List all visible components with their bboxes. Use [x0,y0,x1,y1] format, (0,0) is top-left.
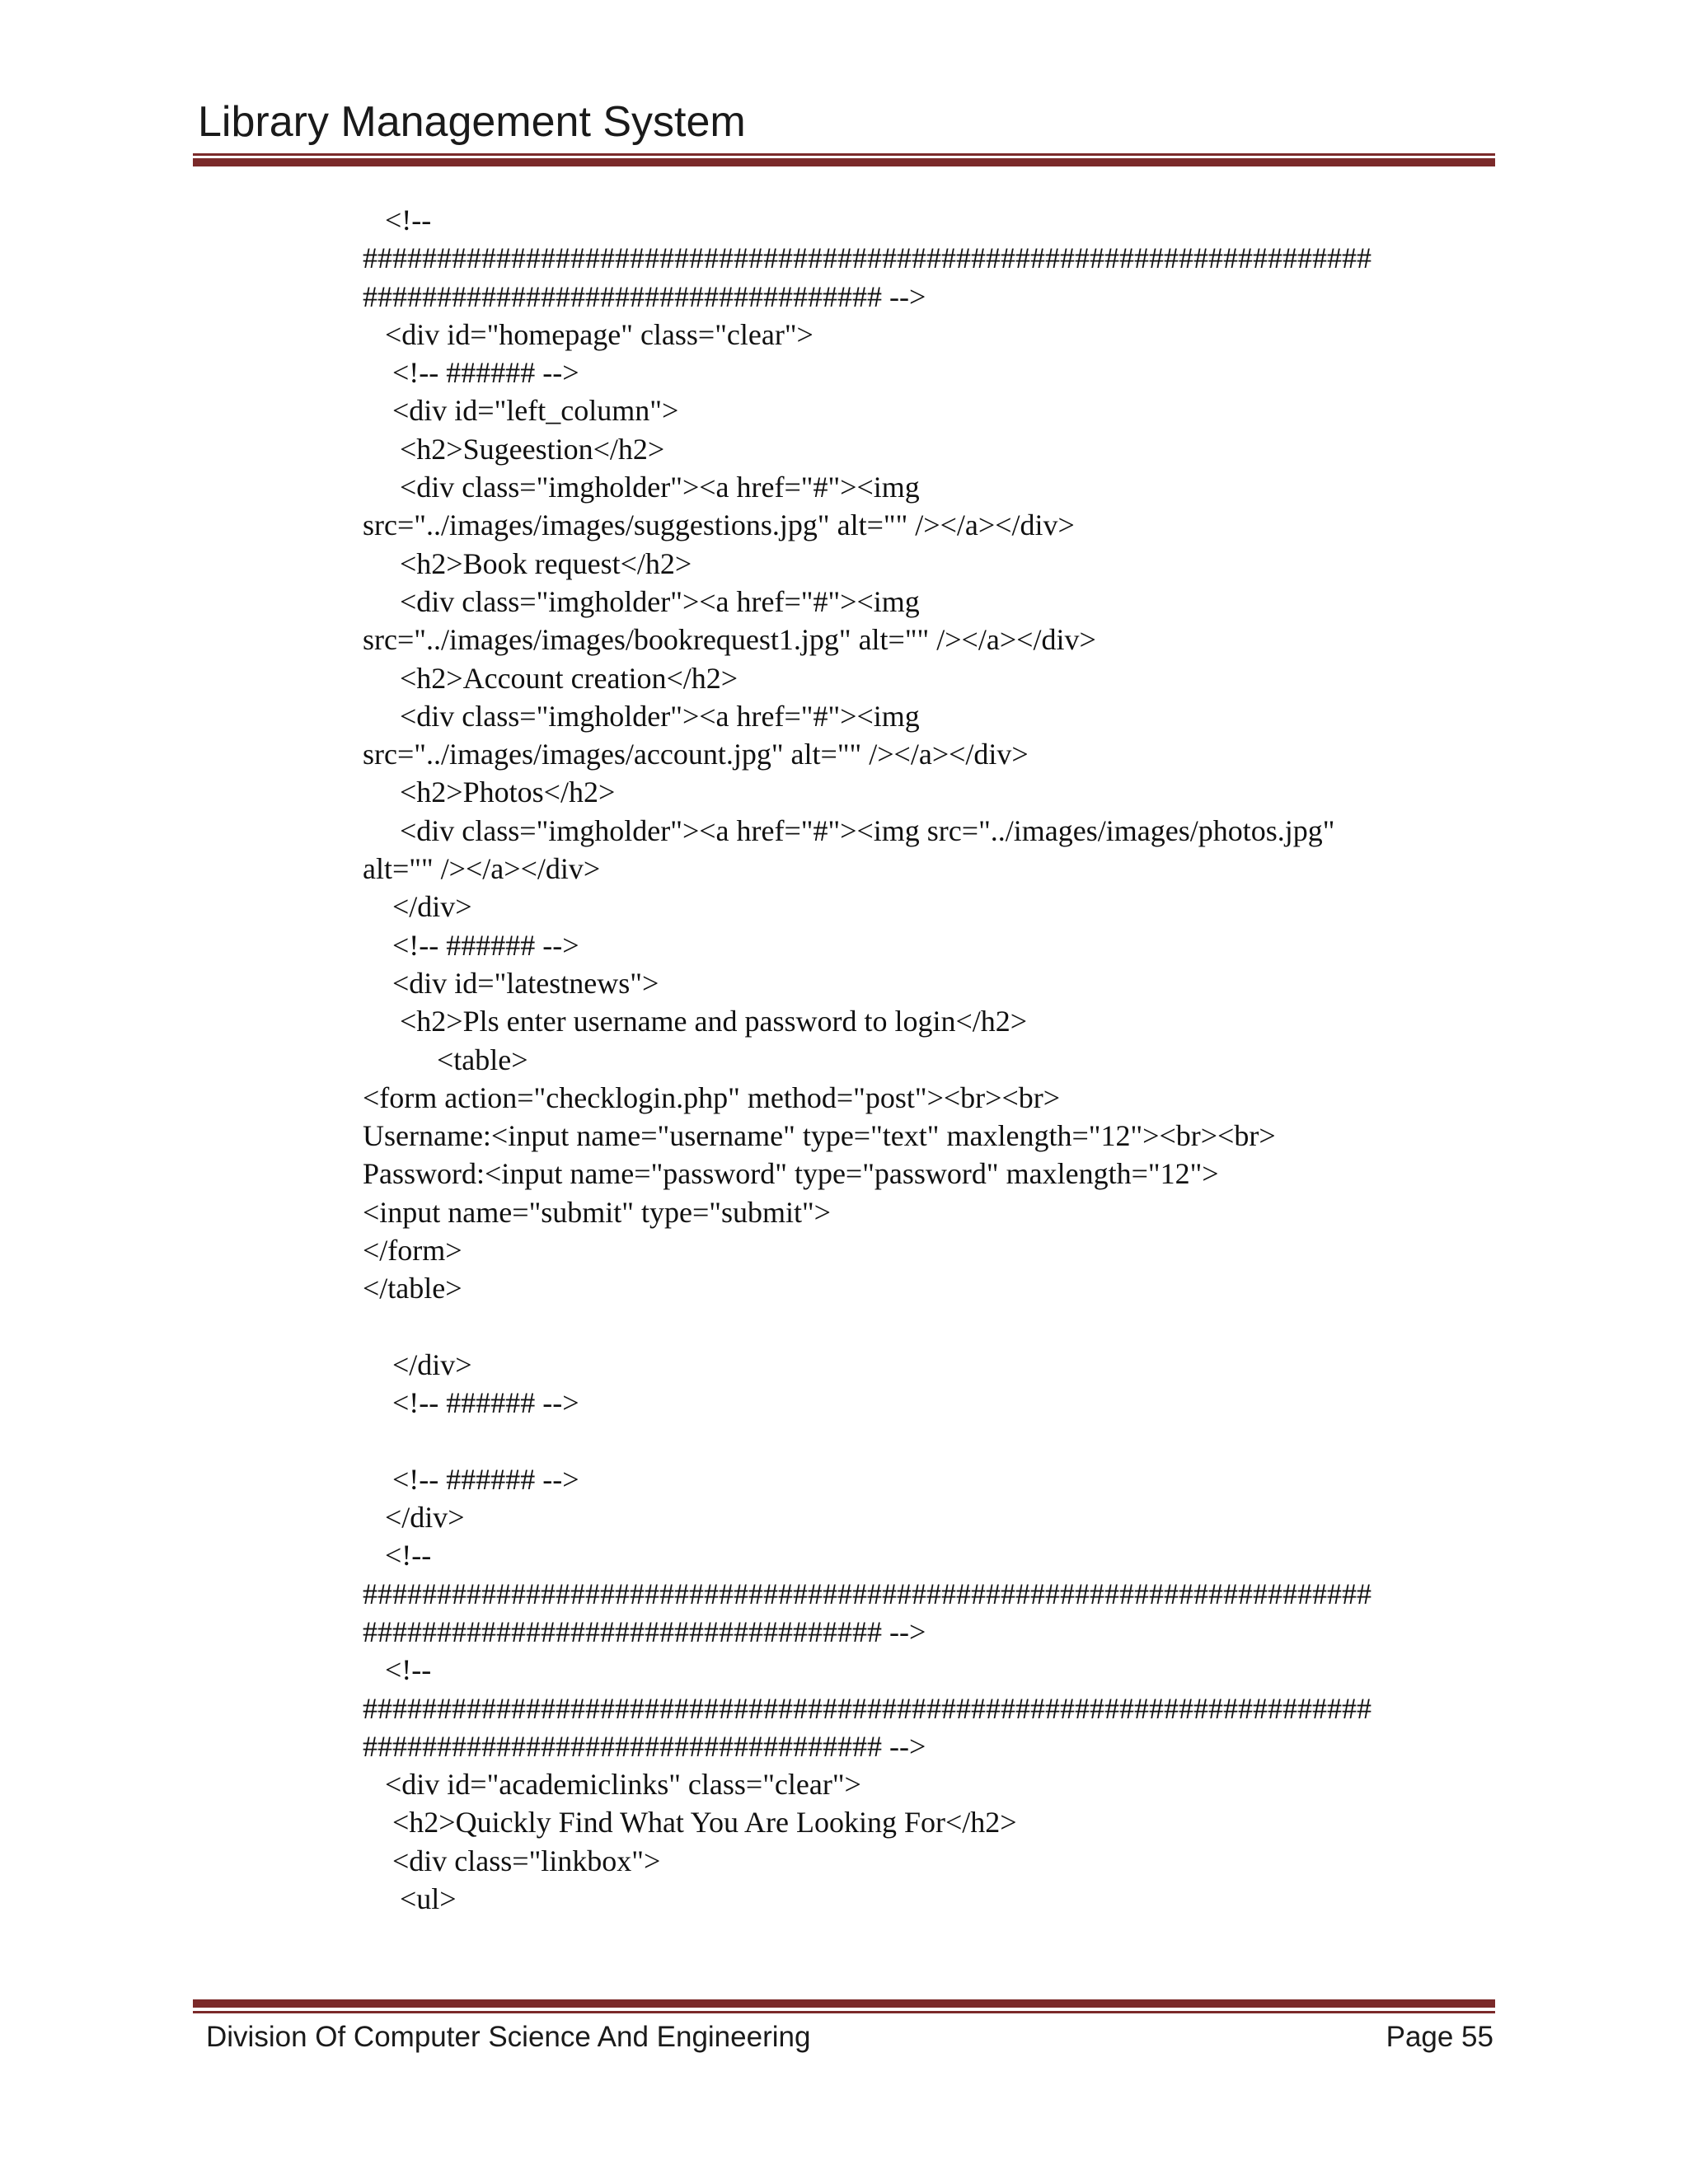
code-line: #################################################################### [363,1577,1372,1610]
footer-rule-thin [193,2011,1495,2013]
code-line: </table> [363,1272,462,1305]
code-line: <!-- [363,1539,432,1572]
code-line: <ul> [363,1882,457,1916]
code-line: alt="" /></a></div> [363,852,601,886]
code-line: <!-- [363,1653,432,1687]
code-line: </div> [363,1501,465,1535]
footer-division: Division Of Computer Science And Engineering [206,2021,811,2053]
code-line: <h2>Sugeestion</h2> [363,432,665,466]
code-line: <h2>Quickly Find What You Are Looking For</h2> [363,1806,1017,1840]
code-line: <!-- ###### --> [363,1462,579,1496]
code-line: #################################################################### [363,241,1372,275]
code-line: <h2>Book request</h2> [363,546,692,580]
footer-page-number: Page 55 [1386,2021,1493,2053]
code-line: src="../images/images/suggestions.jpg" alt="" /></a></div> [363,509,1075,542]
code-line: src="../images/images/account.jpg" alt="" /></a></div> [363,738,1029,771]
code-listing [363,201,1500,1918]
header-rule-thick [193,158,1495,166]
code-line: <h2>Pls enter username and password to login</h2> [363,1005,1028,1038]
document-title: Library Management System [198,98,746,146]
code-line: </form> [363,1234,462,1268]
code-line: <!-- ###### --> [363,356,579,390]
code-line: <div class="linkbox"> [363,1844,661,1877]
code-line: <table> [363,1043,528,1076]
code-line: <h2>Account creation</h2> [363,661,738,695]
code-line: <div class="imgholder"><a href="#"><img src="../images/images/photos.jpg" [363,813,1335,847]
code-line: </div> [363,1347,472,1381]
code-line: <!-- ###### --> [363,928,579,962]
code-line: <input name="submit" type="submit"> [363,1195,831,1229]
code-line: <div class="imgholder"><a href="#"><img [363,699,920,733]
code-line: Password:<input name="password" type="password" maxlength="12"> [363,1157,1219,1191]
code-line: #################################################################### [363,1691,1372,1725]
code-line: <!-- ###### --> [363,1386,579,1420]
code-line: <div id="academiclinks" class="clear"> [363,1768,861,1802]
code-line: <h2>Photos</h2> [363,776,616,809]
code-line: src="../images/images/bookrequest1.jpg" alt="" /></a></div> [363,623,1096,657]
code-line: <div id="left_column"> [363,394,679,428]
code-line: ################################### --> [363,279,926,313]
code-line [363,1308,1500,1346]
code-line: <div class="imgholder"><a href="#"><img [363,471,920,504]
code-line: <div id="homepage" class="clear"> [363,317,814,351]
code-line: <form action="checklogin.php" method="post"><br><br> [363,1080,1061,1114]
footer-rule-thick [193,1999,1495,2008]
code-line: <div class="imgholder"><a href="#"><img [363,584,920,618]
code-line: ################################### --> [363,1615,926,1648]
code-line: <div id="latestnews"> [363,966,659,1000]
header-rule-thin [193,153,1495,156]
code-line: Username:<input name="username" type="text" maxlength="12"><br><br> [363,1119,1276,1153]
code-line: <!-- [363,204,432,237]
code-line [363,1422,1500,1460]
code-line: ################################### --> [363,1729,926,1763]
code-line: </div> [363,890,472,924]
